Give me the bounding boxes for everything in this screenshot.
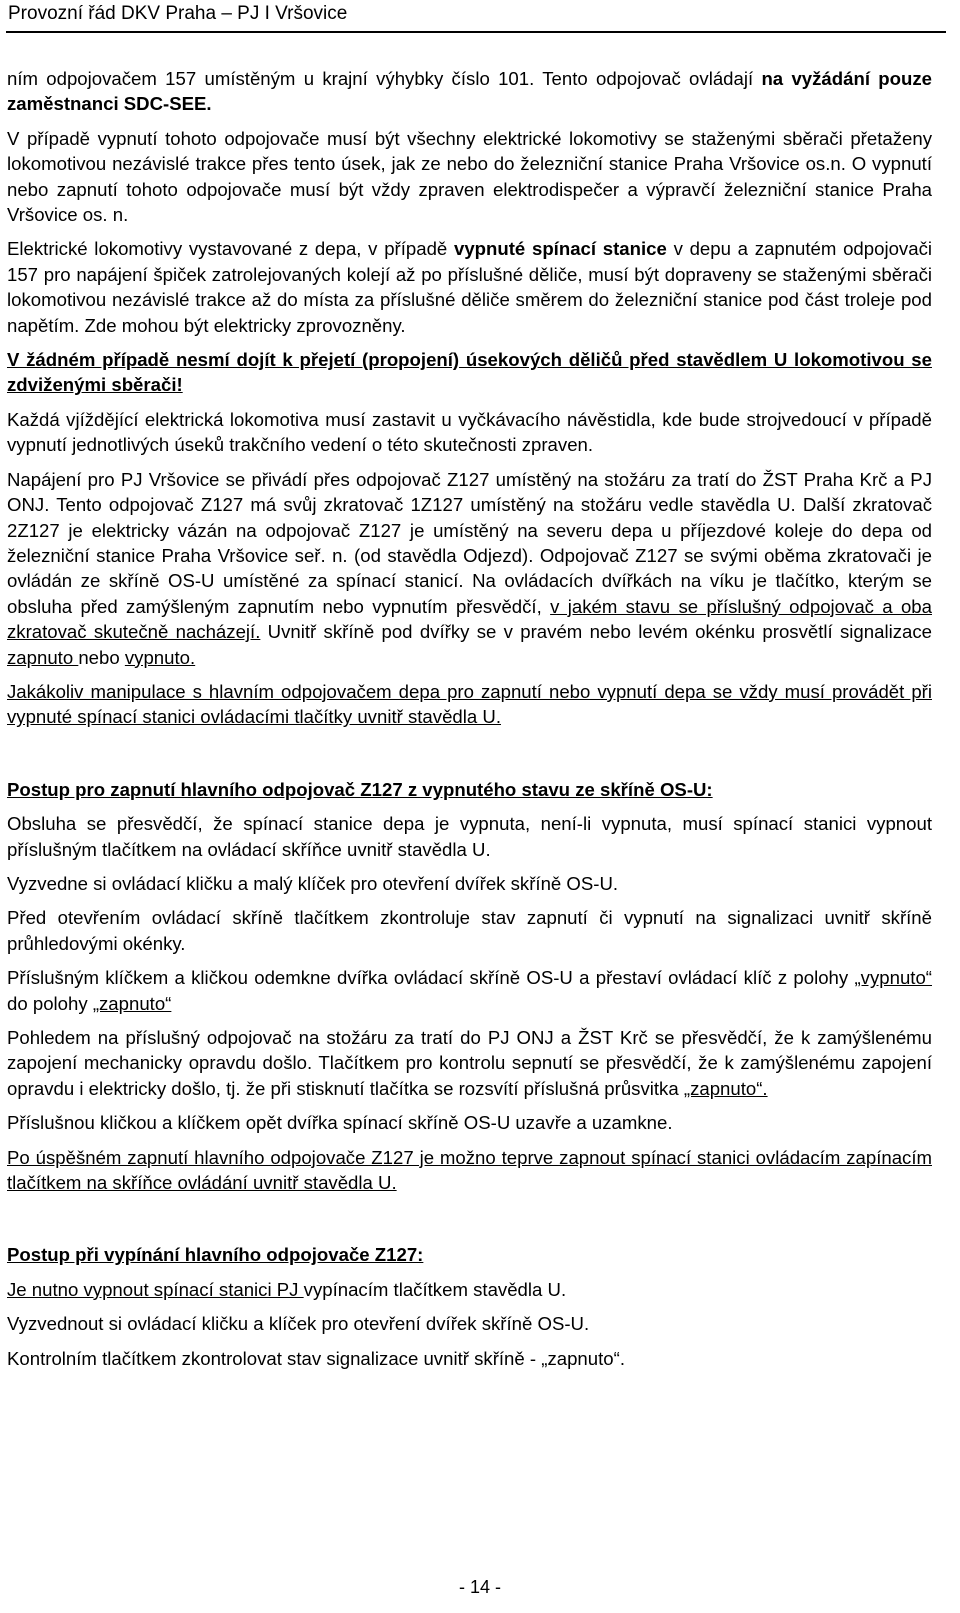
paragraph-text: Příslušným klíčkem a kličkou odemkne dvířka ovládací skříně OS-U a přestaví ovládací klíč z polohy [7,967,855,989]
paragraph-text: v depu a zapnutém odpojovači 157 pro napájení špiček zatrolejovaných kolejí až po příslušné děliče, musí být dopraveny se staženými sběrači lokomotivou nezávislé trakce až do místa za příslušné děliče směrem do železniční stanice pod část troleje pod napětím. Zde mohou být elektricky zprovozněny. [7,238,932,336]
warning-paragraph [7,347,932,398]
step-take-key-off: Vyzvednout si ovládací kličku a klíček pro otevření dvířek skříně OS-U. [7,1313,590,1335]
heading-text: Postup při vypínání hlavního odpojovače Z127: [7,1244,424,1266]
warning-text: V žádném případě nesmí dojít k přejetí (propojení) úsekových děličů před stavědlem U lokomotivou se zdviženými sběrači! [7,349,932,396]
underlined-text: vypnuto. [124,646,196,668]
paragraph-text: ním odpojovačem 157 umístěným u krajní výhybky číslo 101. Tento odpojovač ovládají [7,68,762,89]
header-divider [6,31,946,33]
underlined-text: „zapnuto“. [683,1077,768,1099]
underlined-text: v jakém stavu se příslušný odpojovač a oba zkratovač skutečně nacházejí. [7,595,932,643]
paragraph-text: Pohledem na příslušný odpojovač na stožáru za tratí do PJ ONJ a ŽST Krč se přesvědčí, že k zamýšlenému zapojení mechanicky opravdu došlo. Tlačítkem pro kontrolu sepnutí se přesvědčí, že k zamýšlenému zapojení opravdu i elektricky došlo, tj. že při stisknutí tlačítka se rozsvítí příslušná průsvitka [7,1027,932,1099]
paragraph-text: do polohy [7,992,93,1014]
step-verify-connection [7,1025,932,1101]
section-spacer [7,1204,932,1242]
paragraph-bold-text: na vyžádání pouze zaměstnanci SDC-SEE. [7,68,932,115]
paragraph-text: Elektrické lokomotivy vystavované z depa, v případě [7,238,454,260]
underlined-text: Po úspěšném zapnutí hlavního odpojovače Z127 je možno teprve zapnout spínací stanici ovládacím zapínacím tlačítkem na skříňce ovládání uvnitř stavědla U. [7,1146,932,1194]
underlined-text: „zapnuto“ [92,992,172,1014]
paragraph-bold-text: vypnuté spínací stanice [453,238,667,260]
step-lock-cabinet: Příslušnou kličkou a klíčkem opět dvířka spínací skříně OS-U uzavře a uzamkne. [7,1112,673,1134]
step-check-station: Obsluha se přesvědčí, že spínací stanice depa je vypnuta, není-li vypnuta, musí spínací stanici vypnout příslušným tlačítkem na ovládací skříňce uvnitř stavědla U. [7,813,932,860]
paragraph-text: Uvnitř skříně pod dvířky se v pravém nebo levém okénku prosvětlí signalizace [260,621,932,643]
paragraph-locomotives [7,236,932,338]
section-heading-switch-off [7,1242,932,1267]
paragraph-text: nebo [78,646,125,668]
document-title: Provozní řád DKV Praha – PJ I Vršovice [8,3,348,24]
paragraph-incoming-locomotive: Každá vjíždějící elektrická lokomotiva musí zastavit u vyčkávacího návěstidla, kde bude strojvedoucí v případě vypnutí jednotlivých úseků trakčního vedení o této skutečnosti zpraven. [7,408,932,456]
document-body [7,66,932,1380]
underlined-text: „vypnuto“ [854,967,932,989]
paragraph-intro-continuation [7,66,932,117]
underlined-text: zapnuto [7,646,79,668]
step-unlock-cabinet [7,965,932,1016]
paragraph-text: vypínacím tlačítkem stavědla U. [303,1278,567,1300]
section-heading-switch-on [7,777,932,802]
step-check-state: Před otevřením ovládací skříně tlačítkem zkontroluje stav zapnutí či vypnutí na signalizaci uvnitř skříně průhledovými okénky. [7,907,932,954]
step-check-signal: Kontrolním tlačítkem zkontrolovat stav signalizace uvnitř skříně - „zapnuto“. [7,1347,625,1369]
underlined-text: Jakákoliv manipulace s hlavním odpojovačem depa pro zapnutí nebo vypnutí depa se vždy musí provádět při vypnuté spínací stanici ovládacími tlačítky uvnitř stavědla U. [7,680,932,728]
section-spacer [7,739,932,777]
page-number: - 14 - [458,1577,501,1597]
underlined-text: Je nutno vypnout spínací stanici PJ [7,1278,304,1300]
step-switch-off-station [7,1277,932,1302]
step-switch-on-station [7,1145,932,1196]
heading-text: Postup pro zapnutí hlavního odpojovač Z127 z vypnutého stavu ze skříně OS-U: [7,778,713,800]
step-take-key: Vyzvedne si ovládací kličku a malý klíček pro otevření dvířek skříně OS-U. [7,872,619,894]
paragraph-manipulation [7,679,932,730]
paragraph-text: Napájení pro PJ Vršovice se přivádí přes odpojovač Z127 umístěný na stožáru za tratí do ŽST Praha Krč a PJ ONJ. Tento odpojovač Z127 má svůj zkratovač 1Z127 umístěný na stožáru vedle stavědla U. Další zkratovač 2Z127 je elektricky vázán na odpojovač Z127 je umístěný na severu depa u příjezdové koleje do depa od železniční stanice Praha Vršovice seř. n. (od stavědla Odjezd). Odpojovač Z127 se svými oběma zkratovači je ovládán ze skříně OS-U umístěné za spínací stanicí. Na ovládacích dvířkách na víku je tlačítko, kterým se obsluha před zamýšleným zapnutím nebo vypnutím přesvědčí, [7,468,932,617]
paragraph-power-supply [7,467,932,670]
paragraph-switch-off: V případě vypnutí tohoto odpojovače musí být všechny elektrické lokomotivy se staženými sběrači přetaženy lokomotivou nezávislé trakce přes tento úsek, jak ze nebo do železniční stanice Praha Vršovice os.n. O vypnutí nebo zapnutí tohoto odpojovače musí být vždy zpraven elektrodispečer a výpravčí železniční stanice Praha Vršovice os. n. [7,127,932,226]
page-header [0,0,960,30]
